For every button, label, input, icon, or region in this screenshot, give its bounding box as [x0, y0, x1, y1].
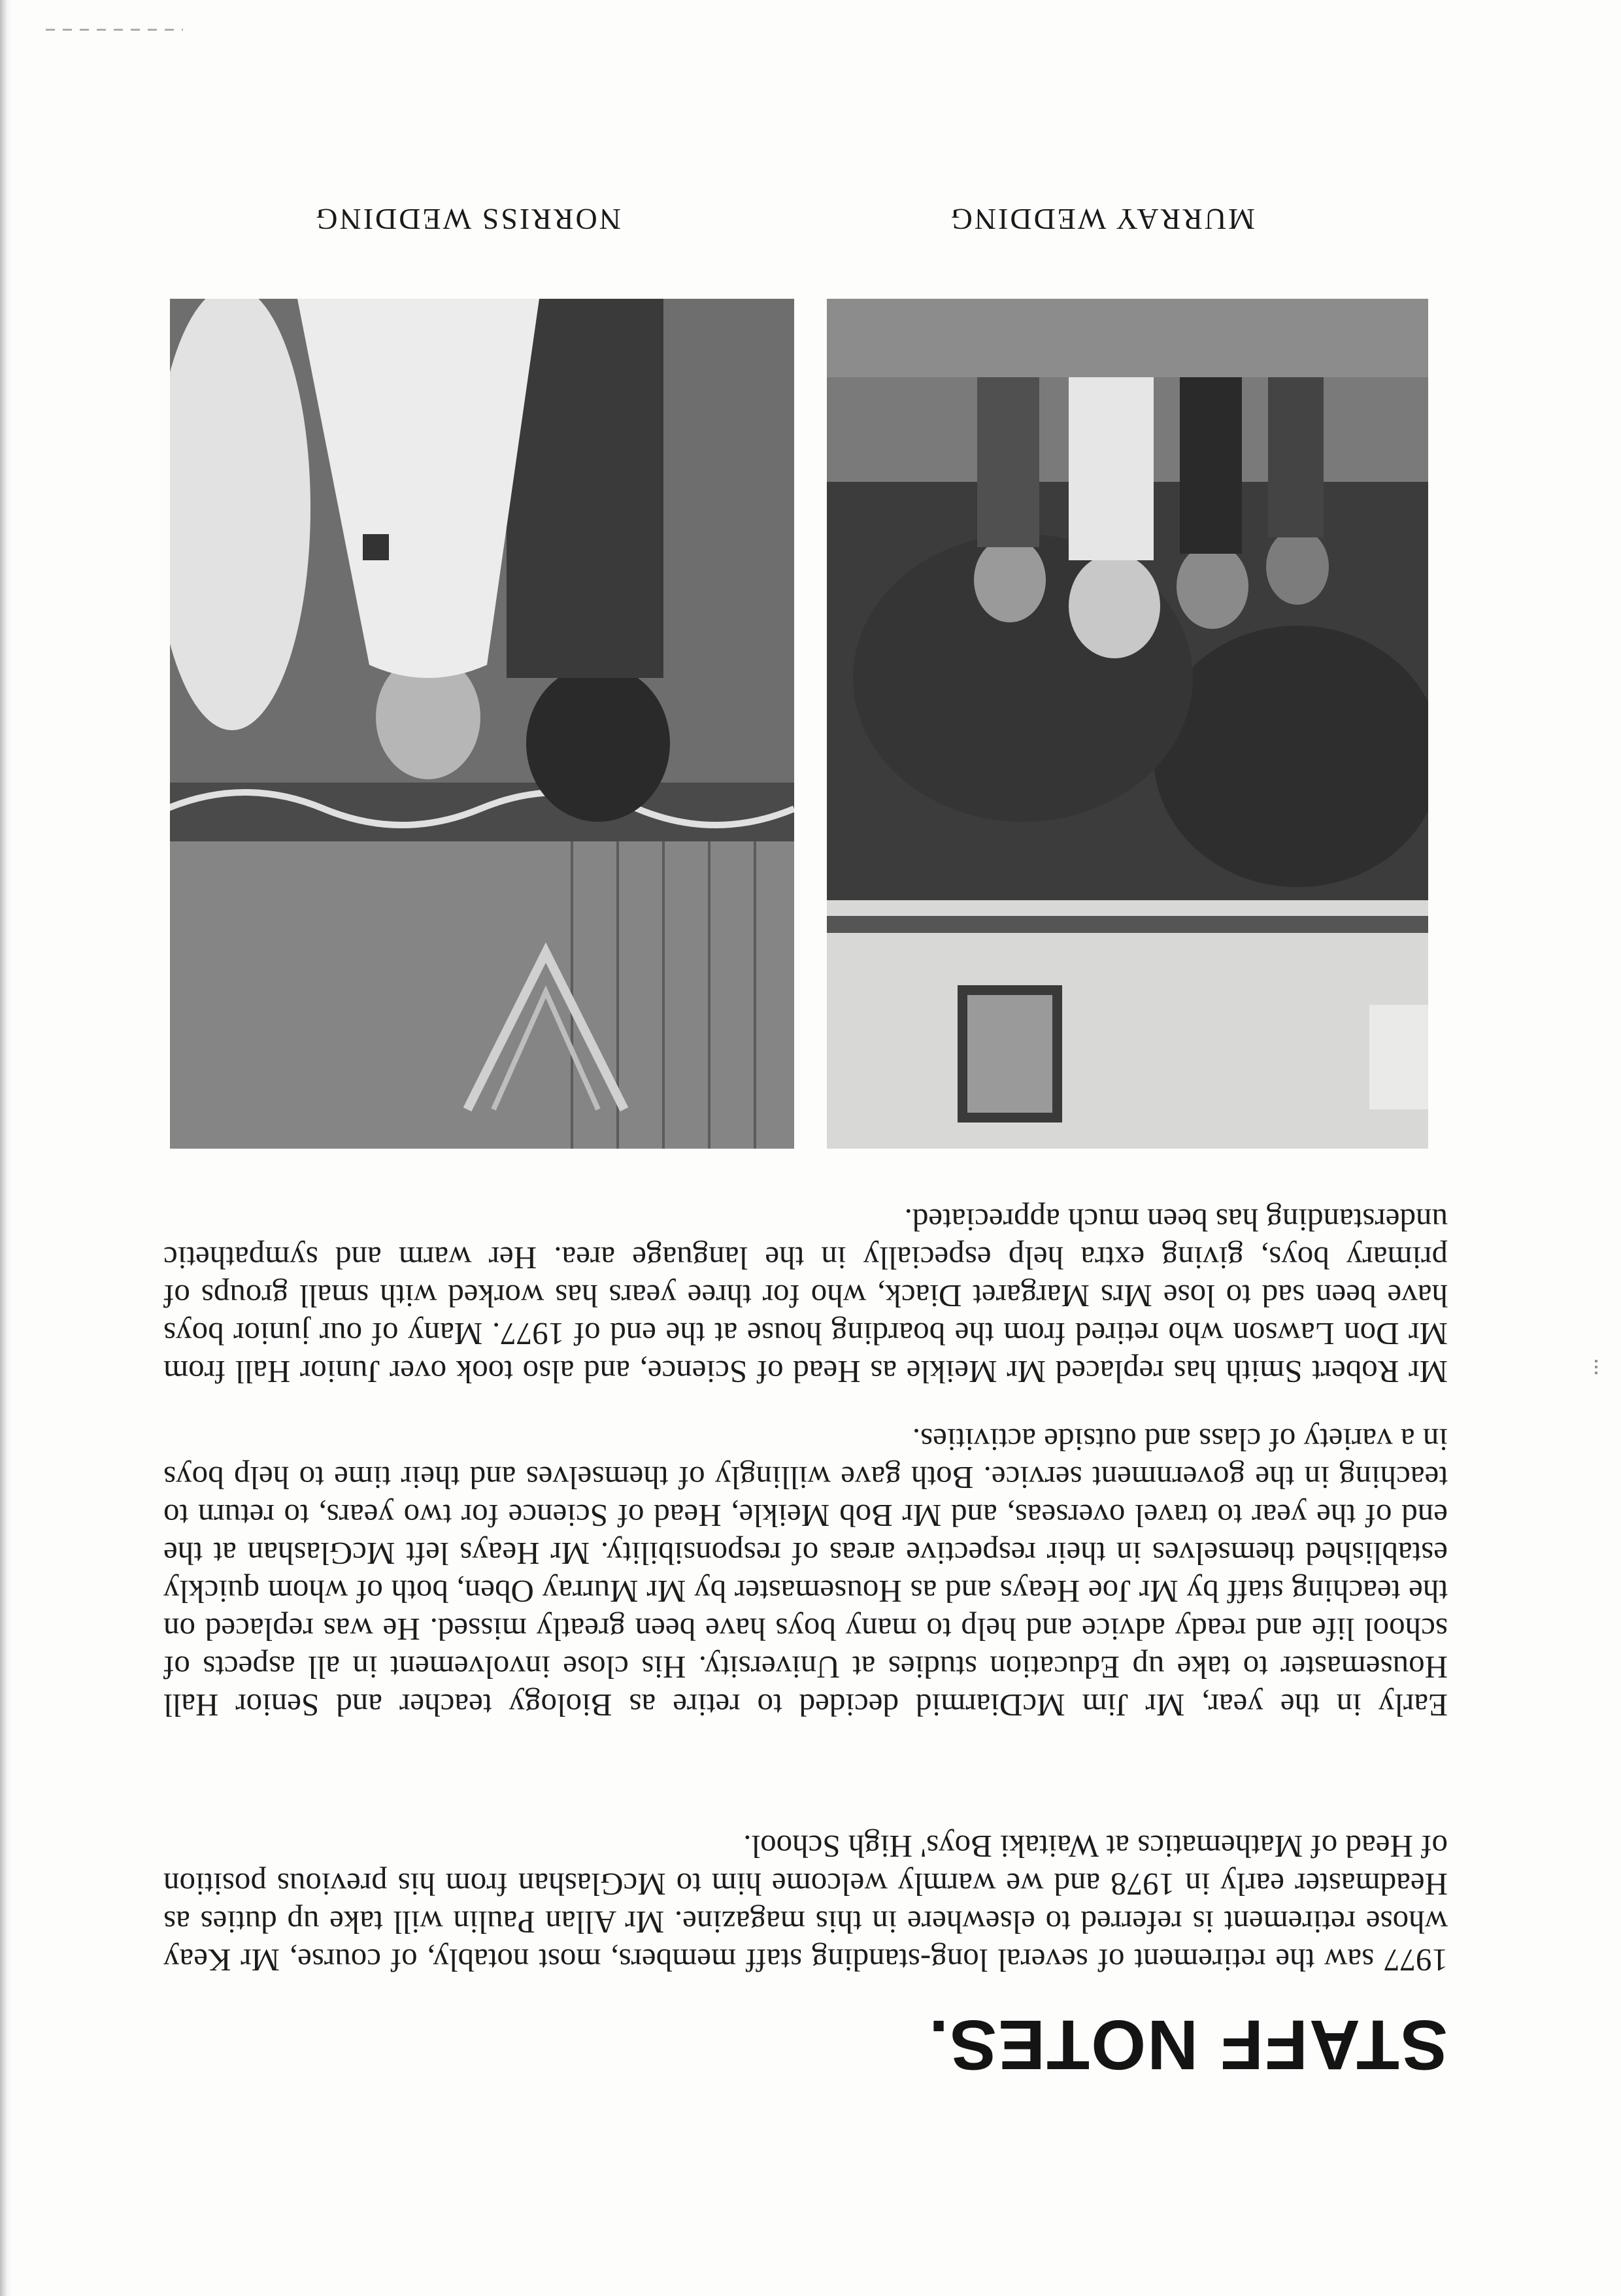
murray-wedding-photo — [827, 299, 1428, 1149]
photo-caption: NORRISS WEDDING — [314, 203, 621, 236]
body-paragraph: Early in the year, Mr Jim McDiarmid decided to retire as Biology teacher and Senior Hall Housemaster to take up Education studies at University. His close involvement in all aspects of school life and ready advice and help to many boys have been greatly missed. He was replaced on the teaching staff by Mr Joe Heays and as Housemaster by Mr Murray Oben, both of whom quickly established themselves in their respective areas of responsibility. Mr Heays left McGlashan at the end of the year to travel overseas, and Mr Bob Meikle, Head of Science for two years, to return to teaching in the government service. Both gave willingly of themselves and their time to help boys in a variety of class and outside activities. — [163, 1422, 1448, 1723]
body-paragraph: 1977 saw the retirement of several long-standing staff members, most notably, of course, Mr Keay whose retirement is referred to elsewhere in this magazine. Mr Allan Paulin will take up duties as Headmaster early in 1978 and we warmly welcome him to McGlashan from his previous position of Head of Mathematics at Waitaki Boys' High School. — [163, 1829, 1448, 1978]
photo-caption: MURRAY WEDDING — [948, 203, 1255, 236]
norriss-wedding-photo — [170, 299, 794, 1149]
photo-image — [827, 299, 1428, 1149]
page-title: STAFF NOTES. — [927, 2006, 1448, 2085]
body-paragraph: Mr Robert Smith has replaced Mr Meikle as Head of Science, and also took over Junior Hall from Mr Don Lawson who retired from the boarding house at the end of 1977. Many of our junior boys have been sad to lose Mrs Margaret Diack, who for three years has worked with small groups of primary boys, giving extra help especially in the language area. Her warm and sympathetic understanding has been much appreciated. — [163, 1202, 1448, 1390]
photo-image — [170, 299, 794, 1149]
